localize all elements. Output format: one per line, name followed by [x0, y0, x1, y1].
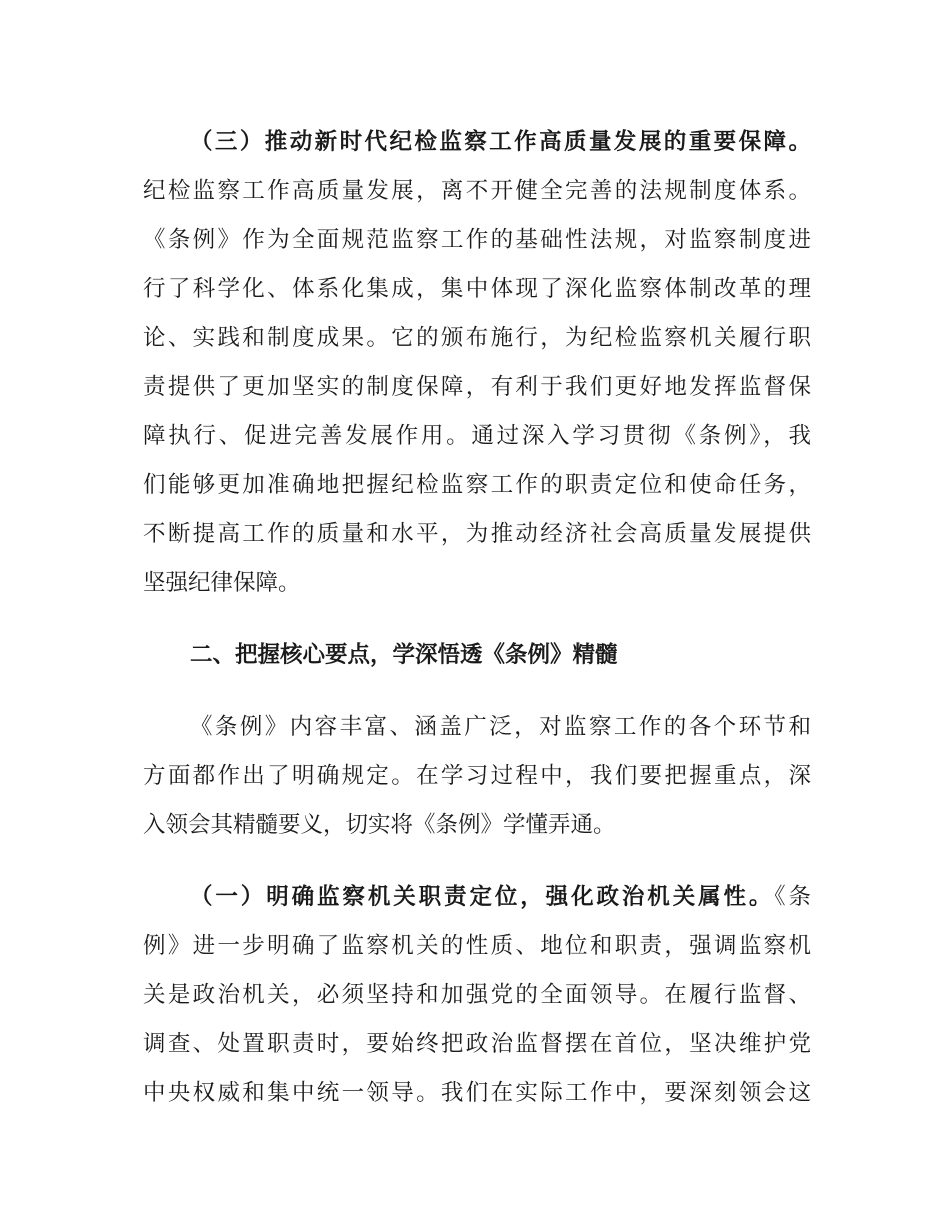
- paragraph-line: 坚强纪律保障。: [143, 570, 301, 596]
- paragraph-line: 障执行、促进完善发展作用。通过深入学习贯彻《条例》，我: [143, 423, 811, 449]
- paragraph-line: 责提供了更加坚实的制度保障，有利于我们更好地发挥监督保: [143, 374, 811, 400]
- paragraph-line: 《条例》内容丰富、涵盖广泛，对监察工作的各个环节和: [190, 714, 811, 740]
- document-page: [143, 118, 811, 1118]
- paragraph-line: 例》进一步明确了监察机关的性质、地位和职责，强调监察机: [143, 933, 811, 959]
- part-2-heading: 二、把握核心要点，学深悟透《条例》精髓: [190, 642, 618, 668]
- paragraph-line: 方面都作出了明确规定。在学习过程中，我们要把握重点，深: [143, 763, 811, 789]
- paragraph-line: 不断提高工作的质量和水平，为推动经济社会高质量发展提供: [143, 521, 811, 547]
- paragraph-line: 入领会其精髓要义，切实将《条例》学懂弄通。: [143, 812, 616, 838]
- subsection-1-heading-continuation: 《条: [774, 884, 811, 910]
- paragraph-line: 论、实践和制度成果。它的颁布施行，为纪检监察机关履行职: [143, 325, 811, 351]
- paragraph-line: 行了科学化、体系化集成，集中体现了深化监察体制改革的理: [143, 276, 811, 302]
- paragraph-line: 调查、处置职责时，要始终把政治监督摆在首位，坚决维护党: [143, 1031, 811, 1057]
- subsection-1-heading-line: [143, 873, 811, 922]
- paragraph-line: 纪检监察工作高质量发展，离不开健全完善的法规制度体系。: [143, 178, 811, 204]
- paragraph-line: 中央权威和集中统一领导。我们在实际工作中，要深刻领会这: [143, 1080, 811, 1106]
- subsection-1-heading: （一）明确监察机关职责定位，强化政治机关属性。: [190, 884, 775, 910]
- paragraph-line: 《条例》作为全面规范监察工作的基础性法规，对监察制度进: [143, 227, 811, 253]
- paragraph-line: 关是政治机关，必须坚持和加强党的全面领导。在履行监督、: [143, 982, 811, 1008]
- paragraph-line: 们能够更加准确地把握纪检监察工作的职责定位和使命任务，: [143, 472, 811, 498]
- section-3-heading: （三）推动新时代纪检监察工作高质量发展的重要保障。: [190, 129, 811, 155]
